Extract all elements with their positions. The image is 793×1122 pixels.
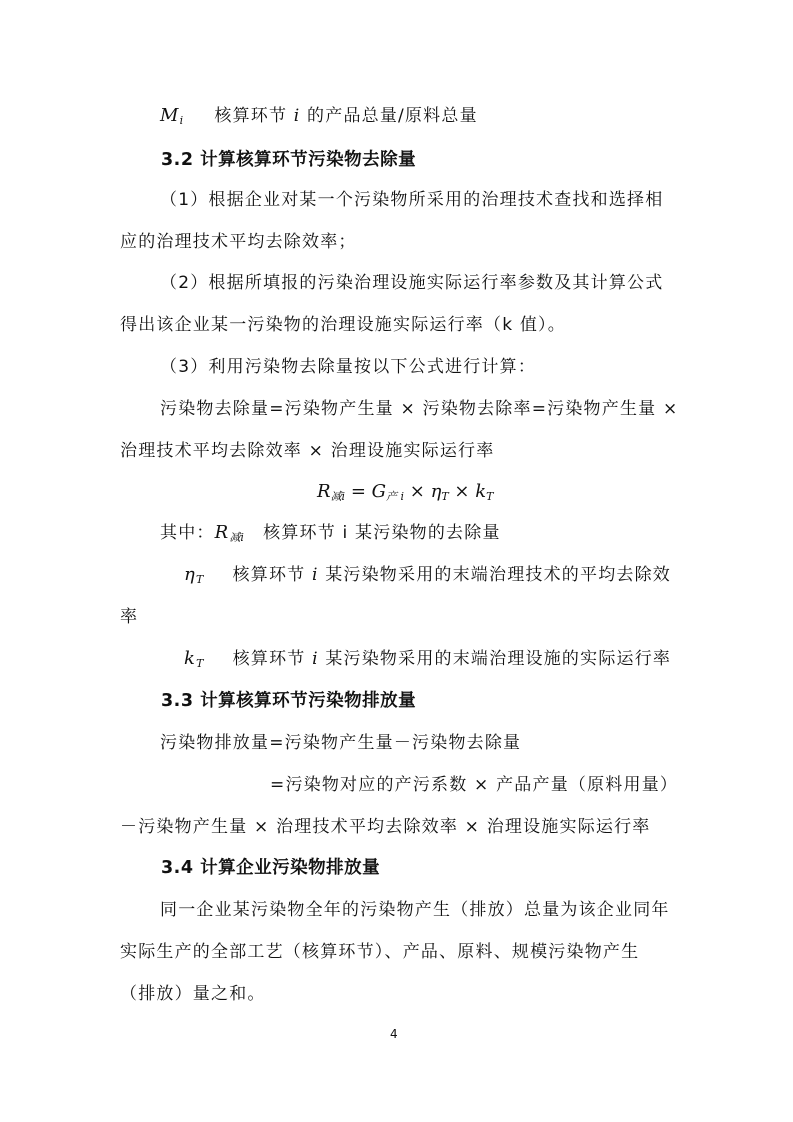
paragraph-line: 应的治理技术平均去除效率； xyxy=(120,232,357,252)
definition-k-line xyxy=(184,647,671,671)
math-variable: i xyxy=(312,649,319,669)
definition-mi-line xyxy=(160,104,478,128)
math-operator: × xyxy=(448,481,476,502)
math-subscript: T xyxy=(441,490,449,503)
section-heading-3-2: 3.2 计算核算环节污染物去除量 xyxy=(161,150,417,170)
equation-text-line: 治理技术平均去除效率 × 治理设施实际运行率 xyxy=(120,441,495,461)
where-prefix: 其中： xyxy=(160,523,215,543)
math-operator: × xyxy=(404,481,431,502)
definition-text: 某污染物采用的末端治理设施的实际运行率 xyxy=(318,649,672,669)
equation-text-line: －污染物产生量 × 治理技术平均去除效率 × 治理设施实际运行率 xyxy=(120,817,651,837)
definition-text: 的产品总量/原料总量 xyxy=(300,106,478,126)
page-number: 4 xyxy=(390,1027,398,1041)
equation-text-line: 污染物排放量=污染物产生量－污染物去除量 xyxy=(160,733,522,753)
paragraph-line: （1）根据企业对某一个污染物所采用的治理技术查找和选择相 xyxy=(160,190,664,210)
definition-eta-continuation: 率 xyxy=(120,607,139,627)
math-symbol: k xyxy=(475,481,487,502)
math-variable: i xyxy=(293,106,301,126)
equation-text-line: 污染物去除量=污染物产生量 × 污染物去除率=污染物产生量 × xyxy=(160,399,679,419)
math-symbol: R xyxy=(317,481,331,502)
math-subscript: T xyxy=(486,490,494,503)
section-heading-3-3: 3.3 计算核算环节污染物排放量 xyxy=(161,691,417,711)
paragraph-line: 得出该企业某一污染物的治理设施实际运行率（k 值）。 xyxy=(120,315,566,335)
math-subscript: T xyxy=(195,573,204,586)
definition-text: 核算环节 xyxy=(232,565,312,585)
definition-eta-line xyxy=(184,563,671,587)
math-operator: = xyxy=(345,481,372,502)
definition-text: 核算环节 i 某污染物的去除量 xyxy=(263,523,501,543)
math-subscript: 减i xyxy=(330,490,346,503)
paragraph-line: （2）根据所填报的污染治理设施实际运行率参数及其计算公式 xyxy=(160,273,664,293)
math-variable: i xyxy=(311,565,319,585)
paragraph-line: （排放）量之和。 xyxy=(120,984,266,1004)
math-symbol: η xyxy=(184,564,196,585)
math-symbol: R xyxy=(214,522,230,543)
removal-formula xyxy=(317,480,494,504)
equation-text-line: =污染物对应的产污系数 × 产品产量（原料用量） xyxy=(270,775,679,795)
math-subscript: T xyxy=(196,657,204,670)
math-symbol: M xyxy=(160,105,180,126)
paragraph-line: 同一企业某污染物全年的污染物产生（排放）总量为该企业同年 xyxy=(160,900,670,920)
math-symbol: η xyxy=(430,481,442,502)
paragraph-line: （3）利用污染物去除量按以下公式进行计算： xyxy=(160,357,537,377)
section-heading-3-4: 3.4 计算企业污染物排放量 xyxy=(161,858,381,878)
math-symbol: k xyxy=(184,648,197,669)
math-subscript: i xyxy=(179,114,184,127)
definition-text: 某污染物采用的末端治理技术的平均去除效 xyxy=(318,565,671,585)
paragraph-line: 实际生产的全部工艺（核算环节）、产品、原料、规模污染物产生 xyxy=(120,942,640,962)
math-symbol: G xyxy=(371,481,387,502)
definition-text: 核算环节 xyxy=(214,106,294,126)
math-subscript: 产 i xyxy=(386,490,405,503)
definition-text: 核算环节 xyxy=(232,649,313,669)
where-line xyxy=(160,521,501,545)
math-subscript: 减i xyxy=(229,531,244,544)
